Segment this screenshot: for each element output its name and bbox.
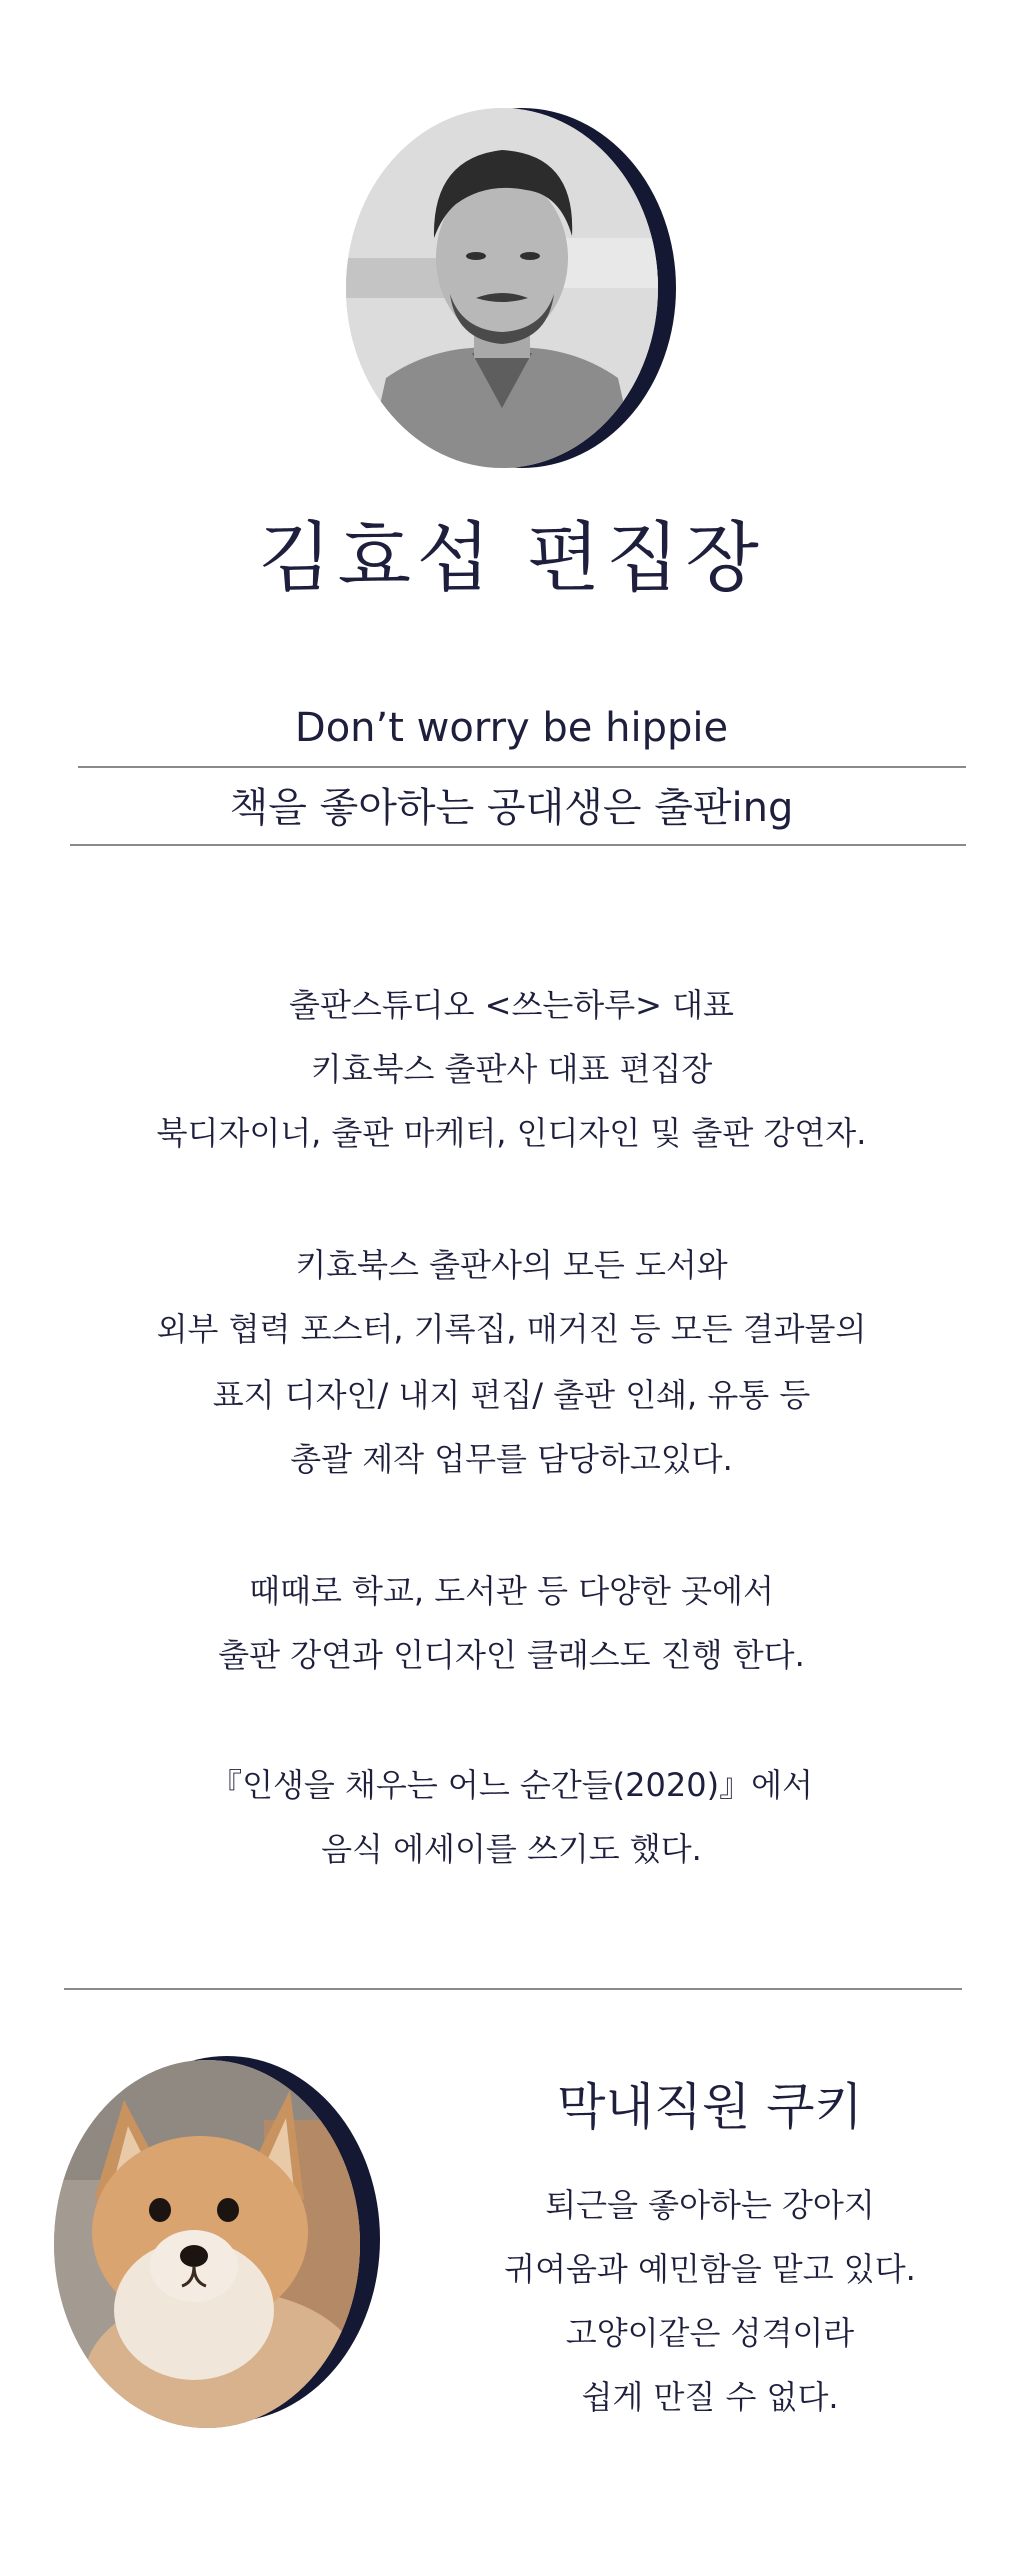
editor-photo xyxy=(346,108,658,468)
dog-photo xyxy=(54,2060,360,2428)
divider-top xyxy=(78,766,966,768)
bio-line: 『인생을 채우는 어느 순간들(2020)』에서 xyxy=(210,1766,813,1804)
tagline: 책을 좋아하는 공대생은 출판ing xyxy=(229,785,794,831)
bio-line: 출판 강연과 인디자인 클래스도 진행 한다. xyxy=(218,1636,805,1674)
dog-description-line: 쉽게 만질 수 없다. xyxy=(581,2378,839,2416)
dog-title: 막내직원 쿠키 xyxy=(557,2078,863,2136)
dog-portrait xyxy=(54,2056,380,2428)
bio-line: 때때로 학교, 도서관 등 다양한 곳에서 xyxy=(249,1572,774,1610)
bio-line: 표지 디자인/ 내지 편집/ 출판 인쇄, 유통 등 xyxy=(212,1376,811,1414)
dog-description-line: 퇴근을 좋아하는 강아지 xyxy=(545,2186,875,2224)
dog-photo-illustration xyxy=(54,2060,360,2428)
bio-line: 총괄 제작 업무를 담당하고있다. xyxy=(290,1440,733,1478)
bio-line: 음식 에세이를 쓰기도 했다. xyxy=(321,1830,702,1868)
bio-line: 출판스튜디오 <쓰는하루> 대표 xyxy=(289,986,734,1024)
divider-bottom xyxy=(70,844,966,846)
bio-line: 북디자이너, 출판 마케터, 인디자인 및 출판 강연자. xyxy=(156,1114,867,1152)
section-divider xyxy=(64,1988,962,1990)
bio-line: 키효북스 출판사의 모든 도서와 xyxy=(295,1246,728,1284)
motto: Don’t worry be hippie xyxy=(294,705,729,751)
dog-description-line: 귀여움과 예민함을 맡고 있다. xyxy=(504,2250,916,2288)
editor-photo-illustration xyxy=(346,108,658,468)
page-title: 김효섭 편집장 xyxy=(258,513,765,602)
bio-line: 외부 협력 포스터, 기록집, 매거진 등 모든 결과물의 xyxy=(156,1310,867,1348)
dog-description-line: 고양이같은 성격이라 xyxy=(565,2314,855,2352)
editor-portrait xyxy=(346,108,676,468)
bio-line: 키효북스 출판사 대표 편집장 xyxy=(310,1050,713,1088)
